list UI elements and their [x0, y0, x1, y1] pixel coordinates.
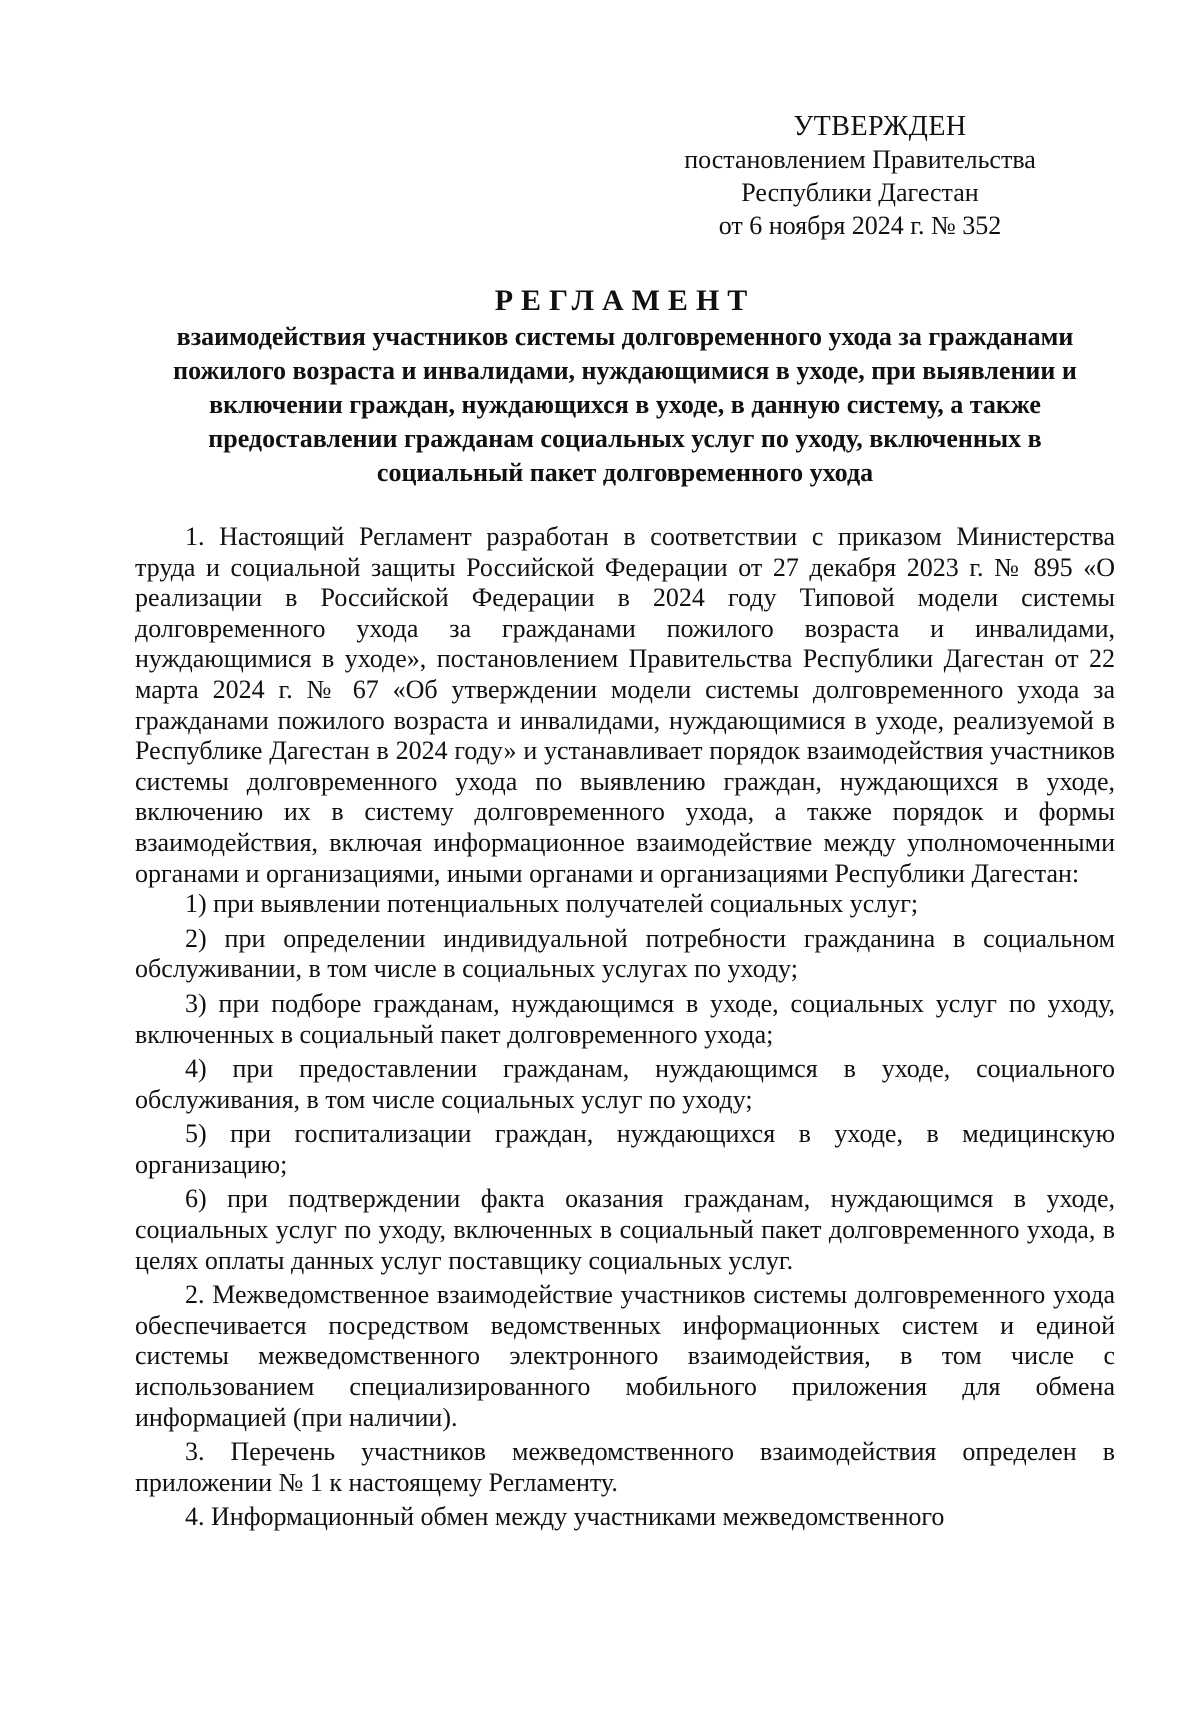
approval-line-2: Республики Дагестан: [741, 178, 979, 207]
list-item-5: 5) при госпитализации граждан, нуждающихся в уходе, в медицинскую организацию;: [135, 1119, 1115, 1179]
list-item-4: 4) при предоставлении гражданам, нуждающимся в уходе, социального обслуживания, в том числе социальных услуг по уходу;: [135, 1054, 1115, 1114]
list-item-1: 1) при выявлении потенциальных получателей социальных услуг;: [185, 889, 919, 919]
approval-stamp-block: [620, 110, 1100, 242]
document-subtitle: взаимодействия участников системы долговременного ухода за гражданами пожилого возраста и инвалидами, нуждающимися в уходе, при выявлении и включении граждан, нуждающихся в уходе, в данную систему, а также предоставлении гражданам социальных услуг по уходу, включенных в социальный пакет долговременного ухода: [173, 322, 1077, 487]
list-item-2: 2) при определении индивидуальной потребности гражданина в социальном обслуживании, в том числе в социальных услугах по уходу;: [135, 923, 1115, 984]
document-body: [135, 522, 1115, 1533]
paragraph-2: 2. Межведомственное взаимодействие участников системы долговременного ухода обеспечивается посредством ведомственных информационных систем и единой системы межведомственного электронного взаимодействия, в том числе с использованием специализированного мобильного приложения для обмена информацией (при наличии).: [135, 1280, 1115, 1432]
approval-line-3: от 6 ноября 2024 г. № 352: [718, 211, 1002, 240]
approval-line-1: постановлением Правительства: [684, 145, 1036, 174]
approval-heading: УТВЕРЖДЕН: [793, 111, 967, 142]
paragraph-3: 3. Перечень участников межведомственного взаимодействия определен в приложении № 1 к настоящему Регламенту.: [135, 1437, 1115, 1497]
paragraph-1: 1. Настоящий Регламент разработан в соответствии с приказом Министерства труда и социальной защиты Российской Федерации от 27 декабря 2023 г. № 895 «О реализации в Российской Федерации в 2024 году Типовой модели системы долговременного ухода за гражданами пожилого возраста и инвалидами, нуждающимися в уходе», постановлением Правительства Республики Дагестан от 22 марта 2024 г. № 67 «Об утверждении модели системы долговременного ухода за гражданами пожилого возраста и инвалидами, нуждающимися в уходе, реализуемой в Республике Дагестан в 2024 году» и устанавливает порядок взаимодействия участников системы долговременного ухода по выявлению граждан, нуждающихся в уходе, включению их в систему долговременного ухода, а также порядок и формы взаимодействия, включая информационное взаимодействие между уполномоченными органами и организациями, иными органами и организациями Республики Дагестан:: [135, 522, 1115, 888]
list-item-3: 3) при подборе гражданам, нуждающимся в уходе, социальных услуг по уходу, включенных в социальный пакет долговременного ухода;: [135, 988, 1115, 1049]
document-type: РЕГЛАМЕНТ: [494, 284, 756, 317]
document-title-block: [130, 282, 1120, 490]
list-item-6: 6) при подтверждении факта оказания гражданам, нуждающимся в уходе, социальных услуг по уходу, включенных в социальный пакет долговременного ухода, в целях оплаты данных услуг поставщику социальных услуг.: [135, 1184, 1115, 1275]
paragraph-4: 4. Информационный обмен между участниками межведомственного: [185, 1502, 945, 1532]
